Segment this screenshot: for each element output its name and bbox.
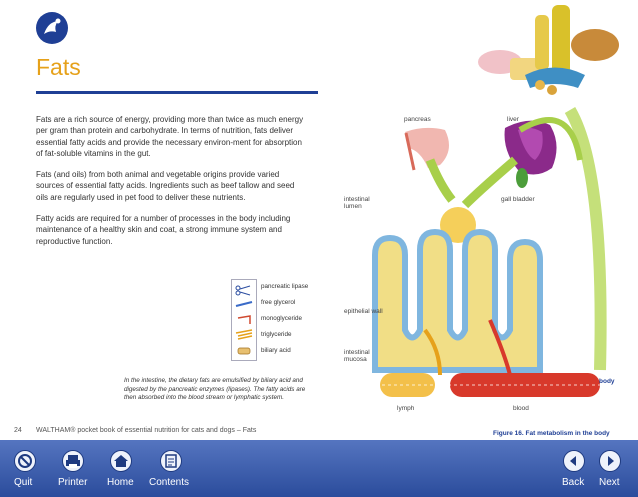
quit-button[interactable] — [14, 450, 36, 472]
next-label[interactable]: Next — [599, 477, 620, 488]
legend-triglyceride: triglyceride — [261, 331, 292, 338]
label-intestinal-lumen: intestinal lumen — [344, 196, 370, 210]
label-epithelial-wall: epithelial wall — [344, 308, 383, 315]
contents-button[interactable] — [160, 450, 182, 472]
title-divider — [36, 91, 318, 94]
label-blood: blood — [513, 405, 529, 412]
scissors-icon — [236, 286, 250, 295]
monoglyceride-icon — [238, 316, 250, 324]
navigation-bar — [0, 440, 638, 497]
quit-label[interactable]: Quit — [14, 477, 33, 488]
legend-pancreatic-lipase: pancreatic lipase — [261, 283, 309, 290]
printer-icon — [63, 451, 83, 471]
legend-free-glycerol: free glycerol — [261, 299, 296, 306]
glycerol-icon — [236, 302, 252, 306]
figure-explanation: In the intestine, the dietary fats are emulsified by biliary acid and digested by the pancreatic enzymes (lipases). The fatty acids are then absorbed into the blood stream or lymphatic system. — [124, 377, 306, 402]
home-button[interactable] — [110, 450, 132, 472]
arrow-right-icon — [600, 451, 620, 471]
page-number: 24 — [14, 427, 22, 434]
no-entry-icon — [15, 451, 35, 471]
legend-icons — [231, 279, 257, 361]
label-lymph: lymph — [397, 405, 415, 412]
triglyceride-icon — [236, 330, 252, 339]
label-body: body — [599, 378, 615, 385]
footer-text: WALTHAM® pocket book of essential nutrition for cats and dogs – Fats — [36, 427, 257, 434]
food-illustration — [478, 5, 619, 95]
paragraph-2: Fats (and oils) from both animal and vegetable origins provide varied sources of essential fatty acids. Ingredients such as beef tallow and seed oils are regularly used in pet food to deliver these nutrients. — [36, 170, 295, 202]
intestinal-villi — [375, 232, 540, 370]
liver-illustration — [505, 121, 557, 188]
paragraph-3: Fatty acids are required for a number of processes in the body including maintenance of a healthy skin and coat, a strong immune system and reproductive function. — [36, 214, 291, 246]
back-label[interactable]: Back — [562, 477, 585, 488]
pancreas-arrow — [430, 160, 452, 200]
arrow-left-icon — [564, 451, 584, 471]
printer-button[interactable] — [62, 450, 84, 472]
printer-label[interactable]: Printer — [58, 477, 88, 488]
page-title: Fats — [36, 54, 81, 80]
label-pancreas: pancreas — [404, 116, 431, 123]
waltham-logo — [36, 12, 68, 44]
paragraph-1: Fats are a rich source of energy, providing more than twice as much energy per gram than protein and carbohydrate. In terms of nutrition, fats deliver essential fatty acids and provide the necessary environ-ment for absorption of fat-soluble vitamins in the gut. — [36, 115, 304, 159]
back-button[interactable] — [563, 450, 585, 472]
legend-monoglyceride: monoglyceride — [261, 315, 302, 322]
label-gall-bladder: gall bladder — [501, 196, 535, 203]
home-icon — [111, 451, 131, 471]
label-liver: liver — [507, 116, 519, 123]
contents-label[interactable]: Contents — [149, 477, 190, 488]
figure-caption: Figure 16. Fat metabolism in the body — [493, 430, 610, 437]
next-button[interactable] — [599, 450, 621, 472]
label-intestinal-mucosa: intestinal mucosa — [344, 349, 370, 363]
home-label[interactable]: Home — [107, 477, 134, 488]
contents-icon — [161, 451, 181, 471]
biliary-acid-icon — [238, 348, 250, 354]
legend-biliary-acid: biliary acid — [261, 347, 291, 354]
